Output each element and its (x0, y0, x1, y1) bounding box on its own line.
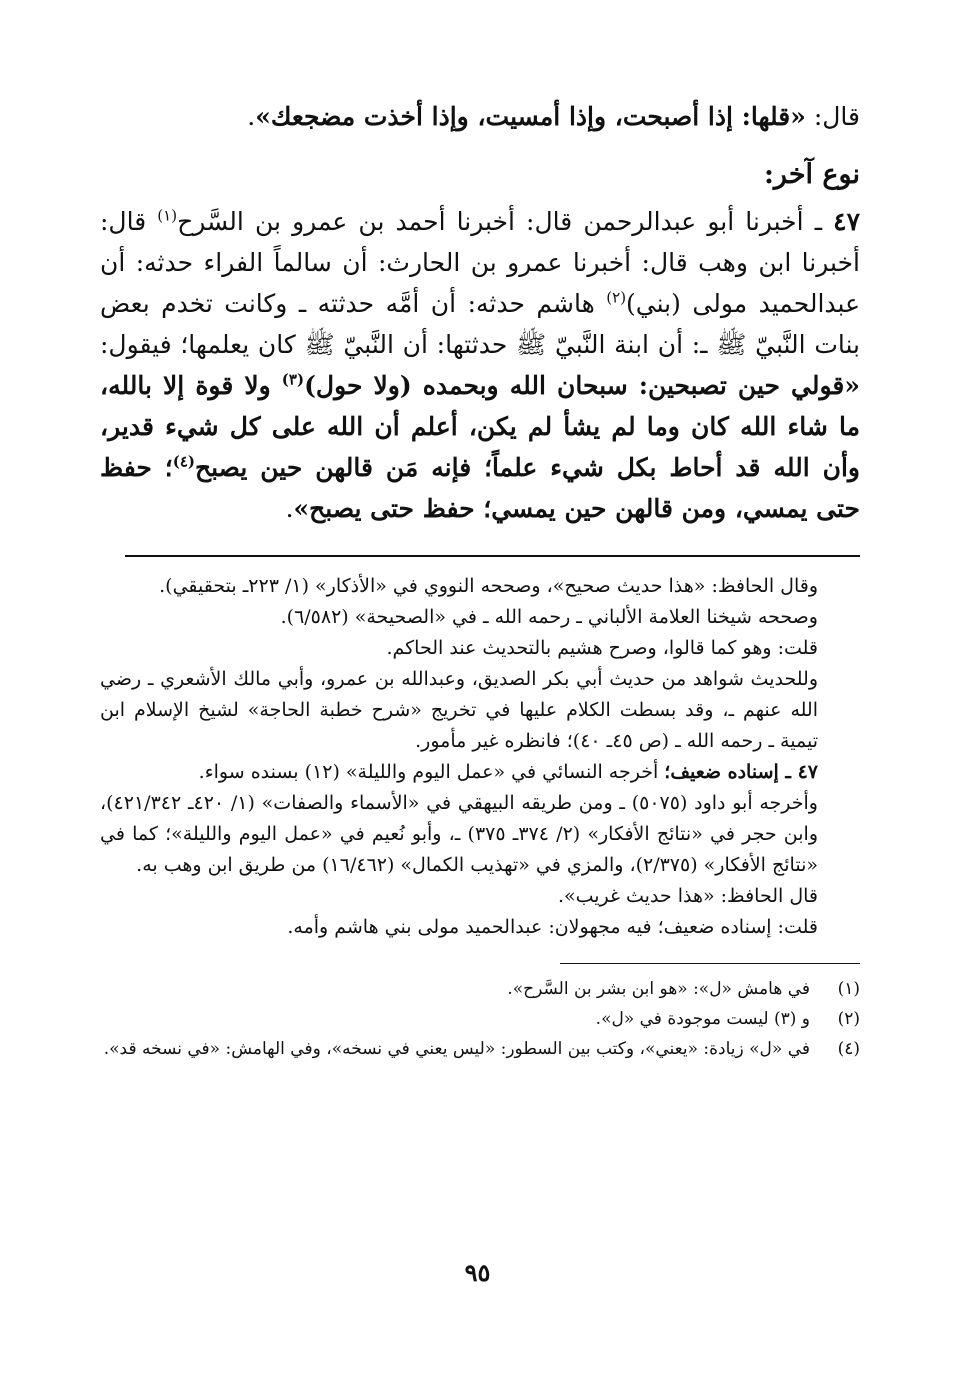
main-text (100, 96, 860, 529)
section-heading: نوع آخر: (763, 159, 860, 190)
hadith-text-3: ؛ حفظ حتى يمسي، ومن قالهن حين يمسي؛ حفظ حتى يصبح» (100, 453, 860, 523)
footnote-4 (100, 1034, 860, 1064)
footnote-ref-4[interactable]: (٤) (172, 452, 195, 471)
footnote-number: (٤) (837, 1039, 860, 1059)
footnotes (100, 974, 860, 1064)
hadith-text-1: «قولي حين تصبحين: سبحان الله وبحمده (ولا حول) (304, 371, 860, 400)
footnote-ref-1[interactable]: (١) (157, 206, 178, 225)
commentary-p6: وأخرجه أبو داود (٥٠٧٥) ـ ومن طريقه البيهقي في «الأسماء والصفات» (١/ ٤٢٠ـ ٤٢١/٣٤٢)، وابن حجر في «نتائج الأفكار» (٢/ ٣٧٤ـ ٣٧٥) ـ، وأبو نُعيم في «عمل اليوم والليلة»؛ كما في «نتائج الأفكار» (٢/٣٧٥)، والمزي في «تهذيب الكمال» (١٦/٤٦٢) من طريق ابن وهب به. (100, 792, 819, 876)
hadith-47 (100, 201, 860, 529)
commentary-p3: قلت: وهو كما قالوا، وصرح هشيم بالتحديث عند الحاكم. (386, 637, 818, 659)
page-number: ٩٥ (464, 1258, 491, 1287)
footnote-number: (٢) (837, 1009, 860, 1029)
commentary-p7: قال الحافظ: «هذا حديث غريب». (557, 885, 818, 907)
hadith-text-2: ولا قوة إلا بالله، ما شاء الله كان وما لم يشأ لم يكن، أعلم أن الله على كل شيء قدير، وأن الله قد أحاط بكل شيء علماً؛ فإنه مَن قالهن حين يصبح (100, 371, 860, 482)
commentary-p1: وقال الحافظ: «هذا حديث صحيح»، وصححه النووي في «الأذكار» (١/ ٢٢٣ـ بتحقيقي). (159, 575, 818, 597)
intro-quote: «قلها: إذا أصبحت، وإذا أمسيت، وإذا أخذت مضجعك» (255, 102, 806, 131)
footnote-ref-3[interactable]: (٣) (281, 370, 305, 389)
footnote-ref-2[interactable]: (٢) (606, 288, 627, 307)
takhrij-text: أخرجه النسائي في «عمل اليوم والليلة» (١٢) بسنده سواء. (198, 761, 665, 783)
commentary-p5 (100, 757, 860, 788)
intro-line (100, 96, 860, 137)
hadith-number: ٤٧ (833, 207, 860, 236)
hadith-end: . (285, 494, 294, 523)
commentary (100, 571, 860, 943)
commentary-p8: قلت: إسناده ضعيف؛ فيه مجهولان: عبدالحميد مولى بني هاشم وأمه. (287, 916, 818, 938)
footnote-divider (560, 963, 860, 964)
commentary-p2: وصححه شيخنا العلامة الألباني ـ رحمه الله ـ في «الصحيحة» (٦/٥٨٢). (280, 606, 818, 628)
commentary-p4: وللحديث شواهد من حديث أبي بكر الصديق، وعبدالله بن عمرو، وأبي مالك الأشعري ـ رضي الله عنهم ـ، وقد بسطت الكلام عليها في تخريج «شرح خطبة الحاجة» لشيخ الإسلام ابن تيمية ـ رحمه الله ـ (ص ٤٥ـ ٤٠)؛ فانظره غير مأمور. (100, 668, 818, 752)
footnote-number: (١) (837, 979, 860, 999)
footnote-text: و (٣) ليست موجودة في «ل». (595, 1009, 810, 1029)
commentary-divider (125, 555, 860, 557)
footnote-text: في «ل» زيادة: «يعني»، وكتب بين السطور: «ليس يعني في نسخه»، وفي الهامش: «في نسخه قد». (103, 1039, 810, 1059)
hadith-chain-a: ـ أخبرنا أبو عبدالرحمن قال: أخبرنا أحمد بن عمرو بن السَّرح (177, 207, 834, 236)
intro-prefix: قال: (805, 102, 860, 131)
takhrij-label: ٤٧ ـ إسناده ضعيف؛ (664, 761, 818, 783)
intro-end: . (247, 102, 256, 131)
footnote-1 (100, 974, 860, 1004)
hadith-chain-c: هاشم حدثه: أن أمَّه حدثته ـ وكانت تخدم بعض بنات النَّبيّ ﷺ ـ: أن ابنة النَّبيّ ﷺ حدثتها: أن النَّبيّ ﷺ كان يعلمها؛ فيقول: (100, 289, 860, 359)
footnote-text: في هامش «ل»: «هو ابن بشر بن السَّرح». (507, 979, 810, 999)
hadith-chain-b: قال: أخبرنا ابن وهب قال: أخبرنا عمرو بن الحارث: أن سالماً الفراء حدثه: أن عبدالحميد مولى (بني) (100, 207, 860, 318)
footnote-2 (100, 1004, 860, 1034)
